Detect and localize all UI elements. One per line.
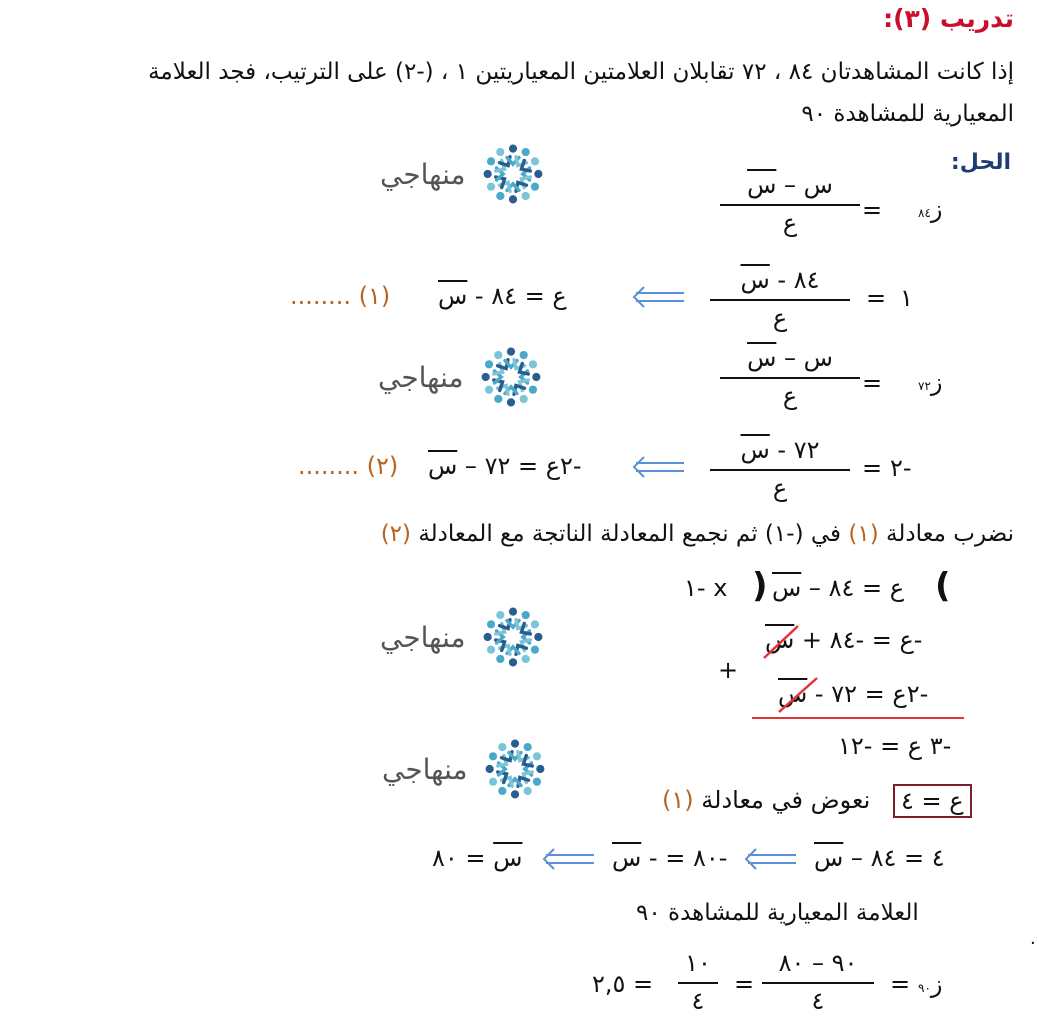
stray-dot: . xyxy=(1030,928,1036,949)
logo-figure-head xyxy=(530,620,538,628)
logo-figure-head xyxy=(534,633,542,641)
z72-symbol: ز٧٢ xyxy=(918,368,943,396)
logo xyxy=(382,730,554,808)
exercise-title: تدريب (٣): xyxy=(883,4,1014,33)
paren-close: ) xyxy=(752,566,768,606)
strike-mark xyxy=(775,674,821,716)
logo-text: منهاجي xyxy=(378,360,464,394)
eq1-result: ع = ٨٤ - س xyxy=(438,282,567,310)
fraction-denominator: ٤ xyxy=(691,987,705,1015)
fraction-final-2 xyxy=(678,948,718,1016)
eq1-lhs: ١ xyxy=(900,284,913,312)
logo-figure-head xyxy=(534,170,542,178)
logo-icon xyxy=(476,730,554,808)
paren-open: ( xyxy=(935,566,951,606)
logo-figure-head xyxy=(508,145,516,153)
logo-icon xyxy=(474,598,552,676)
substitute-line: نعوض في معادلة (١) xyxy=(662,786,871,814)
logo-figure-head xyxy=(486,646,494,654)
logo-icon xyxy=(474,135,552,213)
equals-sign: = xyxy=(866,284,887,312)
fraction-denominator: ع xyxy=(772,304,788,332)
chain-step-2: -٨٠ = - س xyxy=(612,844,728,872)
logo-figure-head xyxy=(510,790,518,798)
logo-figure-head xyxy=(488,752,496,760)
logo xyxy=(380,135,552,213)
fraction-denominator: ع xyxy=(772,474,788,502)
logo-figure-head xyxy=(496,655,504,663)
strike-mark xyxy=(760,622,802,662)
eq2-tag: (٢) ........ xyxy=(298,452,399,480)
eq1-tag: (١) ........ xyxy=(290,282,391,310)
fraction-denominator: ع xyxy=(782,209,798,237)
result-box: ع = ٤ xyxy=(893,784,972,818)
logo-figure-head xyxy=(519,395,527,403)
problem-line-2: المعيارية للمشاهدة ٩٠ xyxy=(801,101,1014,127)
logo-figure-head xyxy=(508,608,516,616)
fraction-numerator: س – س xyxy=(747,171,833,199)
elim-row-1: ع = ٨٤ – س xyxy=(772,574,905,602)
fraction-numerator: ١٠ xyxy=(685,949,711,977)
logo-figure-head xyxy=(483,633,491,641)
elim-row-2: -ع = -٨٤ + س xyxy=(765,626,923,654)
double-arrow-left-icon xyxy=(742,848,798,870)
instruction-line: نضرب معادلة (١) في (-١) ثم نجمع المعادلة الناتجة مع المعادلة (٢) xyxy=(380,521,1014,547)
logo-figure-head xyxy=(508,195,516,203)
eq2-lhs: -٢ xyxy=(890,454,912,482)
logo-figure-head xyxy=(523,743,531,751)
elim-row-4: -٣ ع = -١٢ xyxy=(838,732,952,760)
logo-figure-head xyxy=(521,655,529,663)
problem-line-1: إذا كانت المشاهدتان ٨٤ ، ٧٢ تقابلان العلامتين المعياريتين ١ ، (-٢) على الترتيب، فجد العلامة xyxy=(148,59,1014,85)
logo-figure-head xyxy=(532,373,540,381)
logo-text: منهاجي xyxy=(380,157,466,191)
logo-figure-head xyxy=(532,752,540,760)
equals-sign: = xyxy=(862,196,883,224)
z90-symbol: ز٩٠ xyxy=(918,970,943,998)
logo-figure-head xyxy=(528,386,536,394)
logo-figure-head xyxy=(521,611,529,619)
logo-figure-head xyxy=(508,658,516,666)
fraction-z72 xyxy=(720,343,860,411)
logo-icon xyxy=(472,338,550,416)
fraction-numerator: ٨٤ - س xyxy=(740,266,820,294)
logo-figure-head xyxy=(484,360,492,368)
fraction-final-1 xyxy=(762,948,874,1016)
logo-figure-head xyxy=(530,157,538,165)
logo-figure-head xyxy=(506,398,514,406)
final-label: العلامة المعيارية للمشاهدة ٩٠ xyxy=(636,900,919,926)
double-arrow-left-icon xyxy=(630,456,686,478)
logo-figure-head xyxy=(484,386,492,394)
logo-figure-head xyxy=(486,157,494,165)
logo-figure-head xyxy=(494,395,502,403)
logo-figure-head xyxy=(498,787,506,795)
fraction-eq1 xyxy=(710,265,850,333)
logo-figure-head xyxy=(528,360,536,368)
elim-row-3: -٢ع = ٧٢ - س xyxy=(778,680,929,708)
z84-symbol: ز٨٤ xyxy=(918,195,943,223)
logo-text: منهاجي xyxy=(380,620,466,654)
elim-multiplier: x -١ xyxy=(684,574,728,602)
logo-figure-head xyxy=(530,646,538,654)
logo-figure-head xyxy=(523,787,531,795)
logo-figure-head xyxy=(494,351,502,359)
final-result: = ٢,٥ xyxy=(592,970,654,998)
logo-figure-head xyxy=(488,778,496,786)
double-arrow-left-icon xyxy=(540,848,596,870)
double-arrow-left-icon xyxy=(630,286,686,308)
logo-figure-head xyxy=(498,743,506,751)
logo-figure-head xyxy=(519,351,527,359)
logo-figure-head xyxy=(521,192,529,200)
logo-figure-head xyxy=(530,183,538,191)
chain-step-1: ٤ = ٨٤ – س xyxy=(814,844,945,872)
fraction-denominator: ع xyxy=(782,382,798,410)
logo-text: منهاجي xyxy=(382,752,468,786)
logo-figure-head xyxy=(496,192,504,200)
logo xyxy=(380,598,552,676)
equals-sign: = xyxy=(862,369,883,397)
chain-step-3: س = ٨٠ xyxy=(432,844,523,872)
fraction-numerator: ٧٢ - س xyxy=(740,436,820,464)
logo xyxy=(378,338,550,416)
equals-sign: = xyxy=(890,970,911,998)
logo-figure-head xyxy=(485,765,493,773)
fraction-numerator: ٩٠ – ٨٠ xyxy=(778,949,858,977)
eq2-result: -٢ع = ٧٢ – س xyxy=(428,452,582,480)
logo-figure-head xyxy=(496,148,504,156)
logo-figure-head xyxy=(483,170,491,178)
equals-sign: = xyxy=(734,970,755,998)
sum-line xyxy=(752,717,964,719)
logo-figure-head xyxy=(496,611,504,619)
equals-sign: = xyxy=(862,454,883,482)
logo-figure-head xyxy=(536,765,544,773)
fraction-eq2 xyxy=(710,435,850,503)
fraction-numerator: س – س xyxy=(747,344,833,372)
solution-label: الحل: xyxy=(950,150,1011,175)
logo-figure-head xyxy=(481,373,489,381)
plus-sign: + xyxy=(718,656,739,684)
logo-figure-head xyxy=(486,183,494,191)
logo-figure-head xyxy=(506,348,514,356)
logo-figure-head xyxy=(532,778,540,786)
logo-figure-head xyxy=(521,148,529,156)
fraction-denominator: ٤ xyxy=(811,987,825,1015)
fraction-z84 xyxy=(720,170,860,238)
logo-figure-head xyxy=(486,620,494,628)
logo-figure-head xyxy=(510,740,518,748)
